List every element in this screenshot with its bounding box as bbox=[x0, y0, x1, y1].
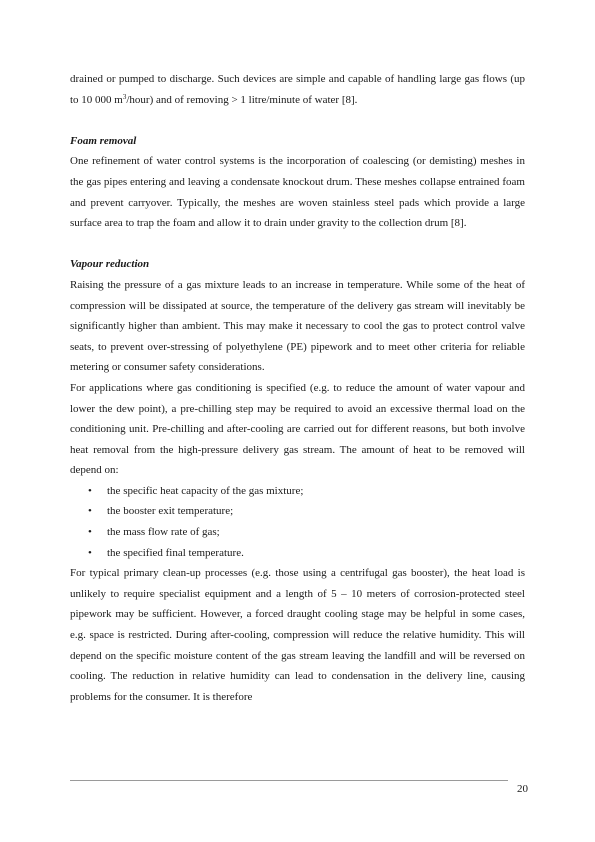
vapour-paragraph-1: Raising the pressure of a gas mixture leads to an increase in temperature. While some of the heat of compression will be dissipated at source, the temperature of the delivery gas stream will inevitably be significantly higher than ambient. This may make it necessary to cool the gas to protect control valve seats, to prevent over-stressing of polyethylene (PE) pipework and to meet other criteria for reliable metering or consumer safety considerations. bbox=[70, 278, 525, 374]
vapour-paragraph-3: For typical primary clean-up processes (e.g. those using a centrifugal gas booster), the heat load is unlikely to require specialist equipment and a length of 5 – 10 meters of corrosion-protected steel pipework may be sufficient. However, a forced draught cooling stage may be helpful in some cases, e.g. space is restricted. During after-cooling, compression will reduce the relative humidity. This will depend on the specific moisture content of the gas stream leaving the landfill and will be reversed on cooling. The reduction in relative humidity can lead to condensation in the delivery line, causing problems for the consumer. It is therefore bbox=[70, 567, 525, 703]
list-item bbox=[70, 543, 525, 564]
page-body bbox=[70, 69, 525, 707]
list-item-text: the mass flow rate of gas; bbox=[107, 526, 220, 539]
list-item bbox=[70, 501, 525, 522]
foam-removal-heading: Foam removal bbox=[70, 134, 137, 147]
superscript-3: 3 bbox=[122, 92, 127, 101]
page-number: 20 bbox=[517, 783, 528, 795]
bullet-icon: • bbox=[88, 526, 92, 539]
list-item-text: the specific heat capacity of the gas mixture; bbox=[107, 484, 304, 497]
vapour-reduction-heading: Vapour reduction bbox=[70, 258, 150, 271]
footer-divider bbox=[70, 780, 508, 781]
intro-text-end: /hour) and of removing > 1 litre/minute of water [8]. bbox=[126, 93, 358, 106]
foam-removal-paragraph: One refinement of water control systems is the incorporation of coalescing (or demisting) meshes in the gas pipes entering and leaving a condensate knockout drum. These meshes collapse entrained foam and prevent carryover. Typically, the meshes are woven stainless steel pads which provide a large surface area to trap the foam and allow it to drain under gravity to the collection drum [8]. bbox=[70, 155, 525, 230]
list-item bbox=[70, 522, 525, 543]
heat-factors-list bbox=[70, 481, 525, 563]
intro-text: drained or pumped to discharge. Such devices are simple and capable of handling large gas flows (up to 10 000 m bbox=[70, 73, 525, 106]
list-item bbox=[70, 481, 525, 502]
list-item-text: the booster exit temperature; bbox=[107, 505, 234, 518]
bullet-icon: • bbox=[88, 505, 92, 518]
bullet-icon: • bbox=[88, 546, 92, 559]
bullet-icon: • bbox=[88, 484, 92, 497]
list-item-text: the specified final temperature. bbox=[107, 546, 244, 559]
vapour-paragraph-2: For applications where gas conditioning is specified (e.g. to reduce the amount of water vapour and lower the dew point), a pre-chilling step may be required to avoid an excessive thermal load on the conditioning unit. Pre-chilling and after-cooling are carried out for different reasons, but both involve heat removal from the high-pressure delivery gas stream. The amount of heat to be removed will depend on: bbox=[70, 381, 525, 477]
intro-paragraph bbox=[70, 69, 525, 110]
